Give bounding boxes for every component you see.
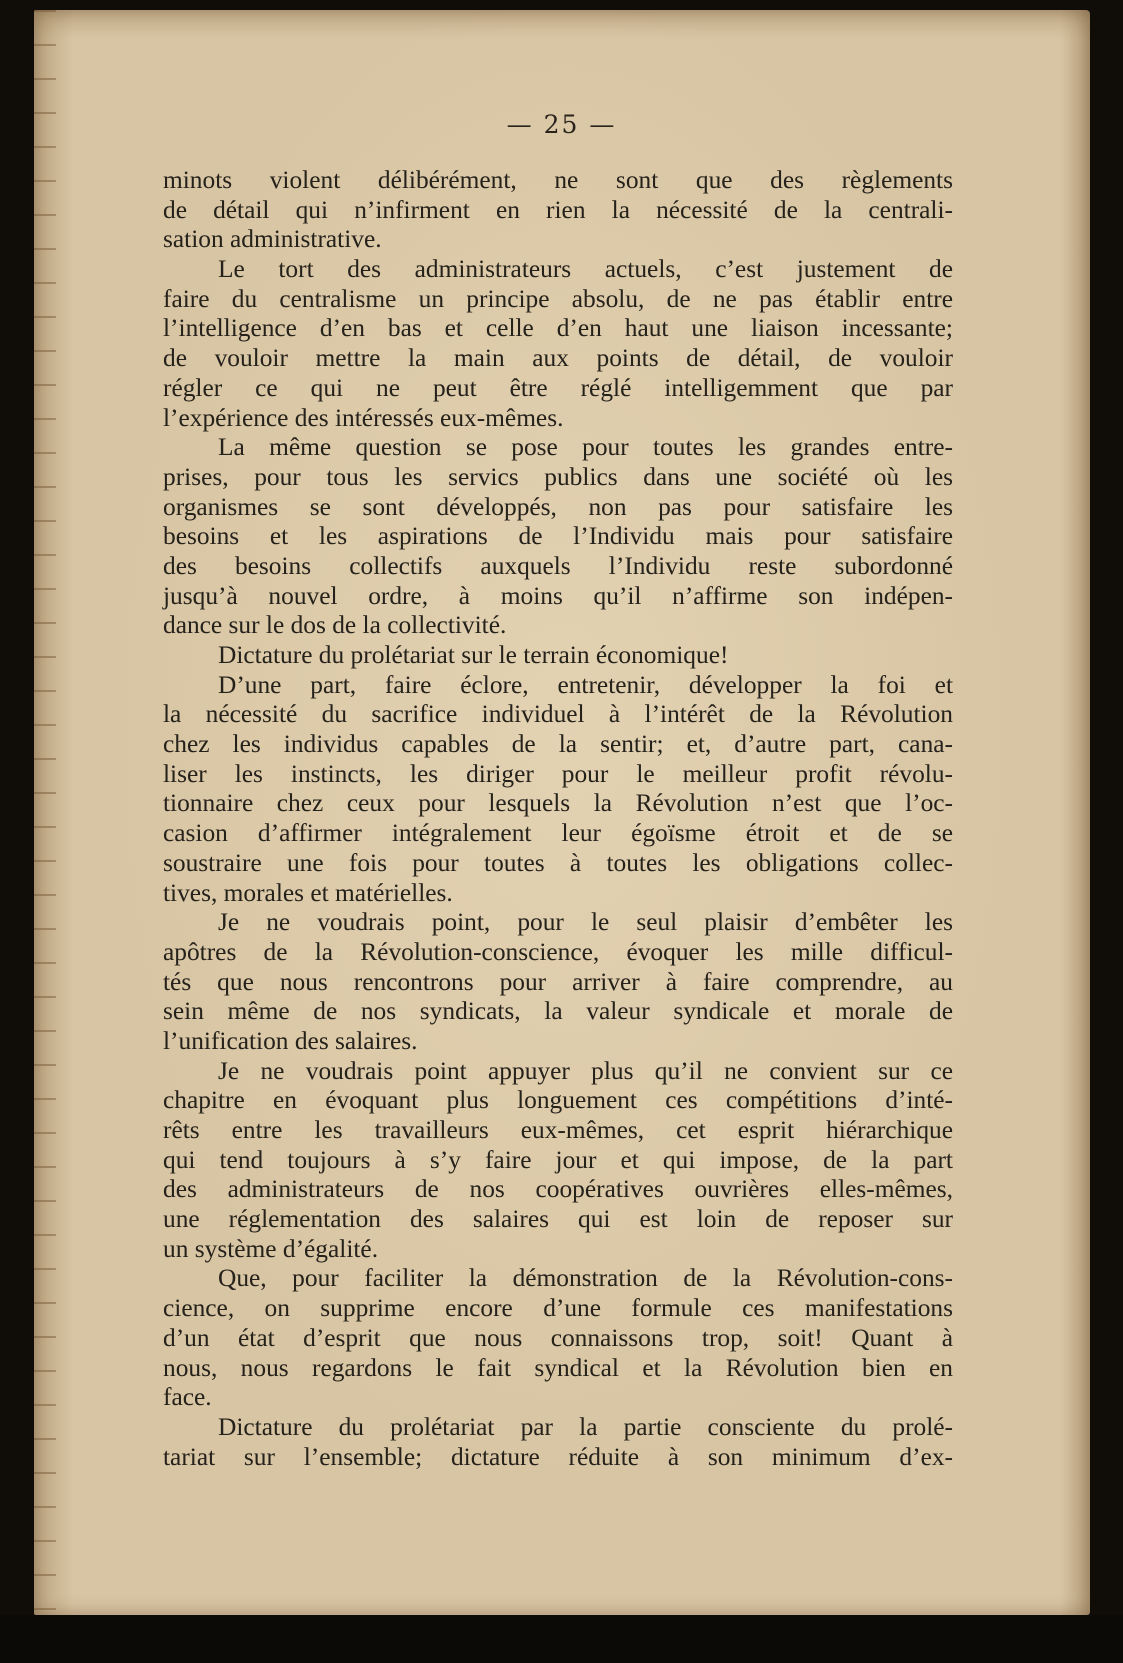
- text-line: besoins et les aspirations de l’Individu mais pour satisfaire: [163, 522, 953, 551]
- text-line: sation administrative.: [163, 225, 382, 254]
- text-line: de détail qui n’infirment en rien la nécessité de la centrali-: [163, 195, 953, 224]
- text-line: La même question se pose pour toutes les grandes entre-: [218, 433, 953, 462]
- text-line: tariat sur l’ensemble; dictature réduite à son minimum d’ex-: [163, 1442, 953, 1471]
- text-line: Que, pour faciliter la démonstration de la Révolution-cons-: [218, 1264, 953, 1293]
- text-line: organismes se sont développés, non pas pour satisfaire les: [163, 492, 953, 521]
- binding-edge: [34, 10, 56, 1615]
- text-line: l’unification des salaires.: [163, 1026, 418, 1055]
- text-line: tives, morales et matérielles.: [163, 878, 453, 907]
- text-line: qui tend toujours à s’y faire jour et qui impose, de la part: [163, 1145, 953, 1174]
- text-line: casion d’affirmer intégralement leur égoïsme étroit et de se: [163, 819, 953, 848]
- text-line: Je ne voudrais point, pour le seul plaisir d’embêter les: [218, 908, 953, 937]
- text-line: de vouloir mettre la main aux points de détail, de vouloir: [163, 344, 953, 373]
- text-line: faire du centralisme un principe absolu, de ne pas établir entre: [163, 284, 953, 313]
- text-line: l’intelligence d’en bas et celle d’en haut une liaison incessante;: [163, 314, 953, 343]
- text-line: chapitre en évoquant plus longuement ces compétitions d’inté-: [163, 1086, 953, 1115]
- text-line: soustraire une fois pour toutes à toutes les obligations collec-: [163, 848, 953, 877]
- text-line: face.: [163, 1383, 212, 1412]
- text-line: Dictature du prolétariat par la partie consciente du prolé-: [218, 1412, 953, 1441]
- text-line: rêts entre les travailleurs eux-mêmes, cet esprit hiérarchique: [163, 1116, 953, 1144]
- text-line: apôtres de la Révolution-conscience, évoquer les mille difficul-: [163, 937, 953, 966]
- text-line: prises, pour tous les servics publics dans une société où les: [163, 462, 953, 491]
- body-text: [163, 166, 953, 1472]
- text-line: Le tort des administrateurs actuels, c’est justement de: [218, 255, 953, 284]
- text-line: cience, on supprime encore d’une formule ces manifestations: [163, 1294, 953, 1323]
- text-line: dance sur le dos de la collectivité.: [163, 611, 507, 640]
- text-line: tionnaire chez ceux pour lesquels la Révolution n’est que l’oc-: [163, 789, 953, 818]
- text-line: Je ne voudrais point appuyer plus qu’il ne convient sur ce: [218, 1056, 953, 1085]
- text-line: D’une part, faire éclore, entretenir, développer la foi et: [218, 670, 953, 699]
- text-line: l’expérience des intéressés eux-mêmes.: [163, 403, 564, 432]
- text-line: Dictature du prolétariat sur le terrain économique!: [218, 641, 729, 669]
- scan-bottom-border: [0, 1615, 1123, 1663]
- text-line: minots violent délibérément, ne sont que des règlements: [163, 166, 953, 194]
- text-line: tés que nous rencontrons pour arriver à faire comprendre, au: [163, 967, 953, 996]
- text-line: sein même de nos syndicats, la valeur syndicale et morale de: [163, 997, 953, 1026]
- text-line: nous, nous regardons le fait syndical et la Révolution bien en: [163, 1353, 953, 1382]
- text-line: jusqu’à nouvel ordre, à moins qu’il n’affirme son indépen-: [163, 581, 953, 610]
- text-line: d’un état d’esprit que nous connaissons trop, soit! Quant à: [163, 1323, 953, 1352]
- text-line: une réglementation des salaires qui est loin de reposer sur: [163, 1205, 953, 1234]
- text-line: la nécessité du sacrifice individuel à l’intérêt de la Révolution: [163, 700, 953, 729]
- text-line: liser les instincts, les diriger pour le meilleur profit révolu-: [163, 759, 953, 788]
- text-line: régler ce qui ne peut être réglé intelligemment que par: [163, 373, 953, 402]
- text-line: des administrateurs de nos coopératives ouvrières elles-mêmes,: [163, 1175, 953, 1204]
- page-number: — 25 —: [506, 110, 617, 139]
- text-line: un système d’égalité.: [163, 1234, 379, 1263]
- text-line: des besoins collectifs auxquels l’Individu reste subordonné: [163, 551, 953, 580]
- text-line: chez les individus capables de la sentir; et, d’autre part, cana-: [163, 730, 953, 759]
